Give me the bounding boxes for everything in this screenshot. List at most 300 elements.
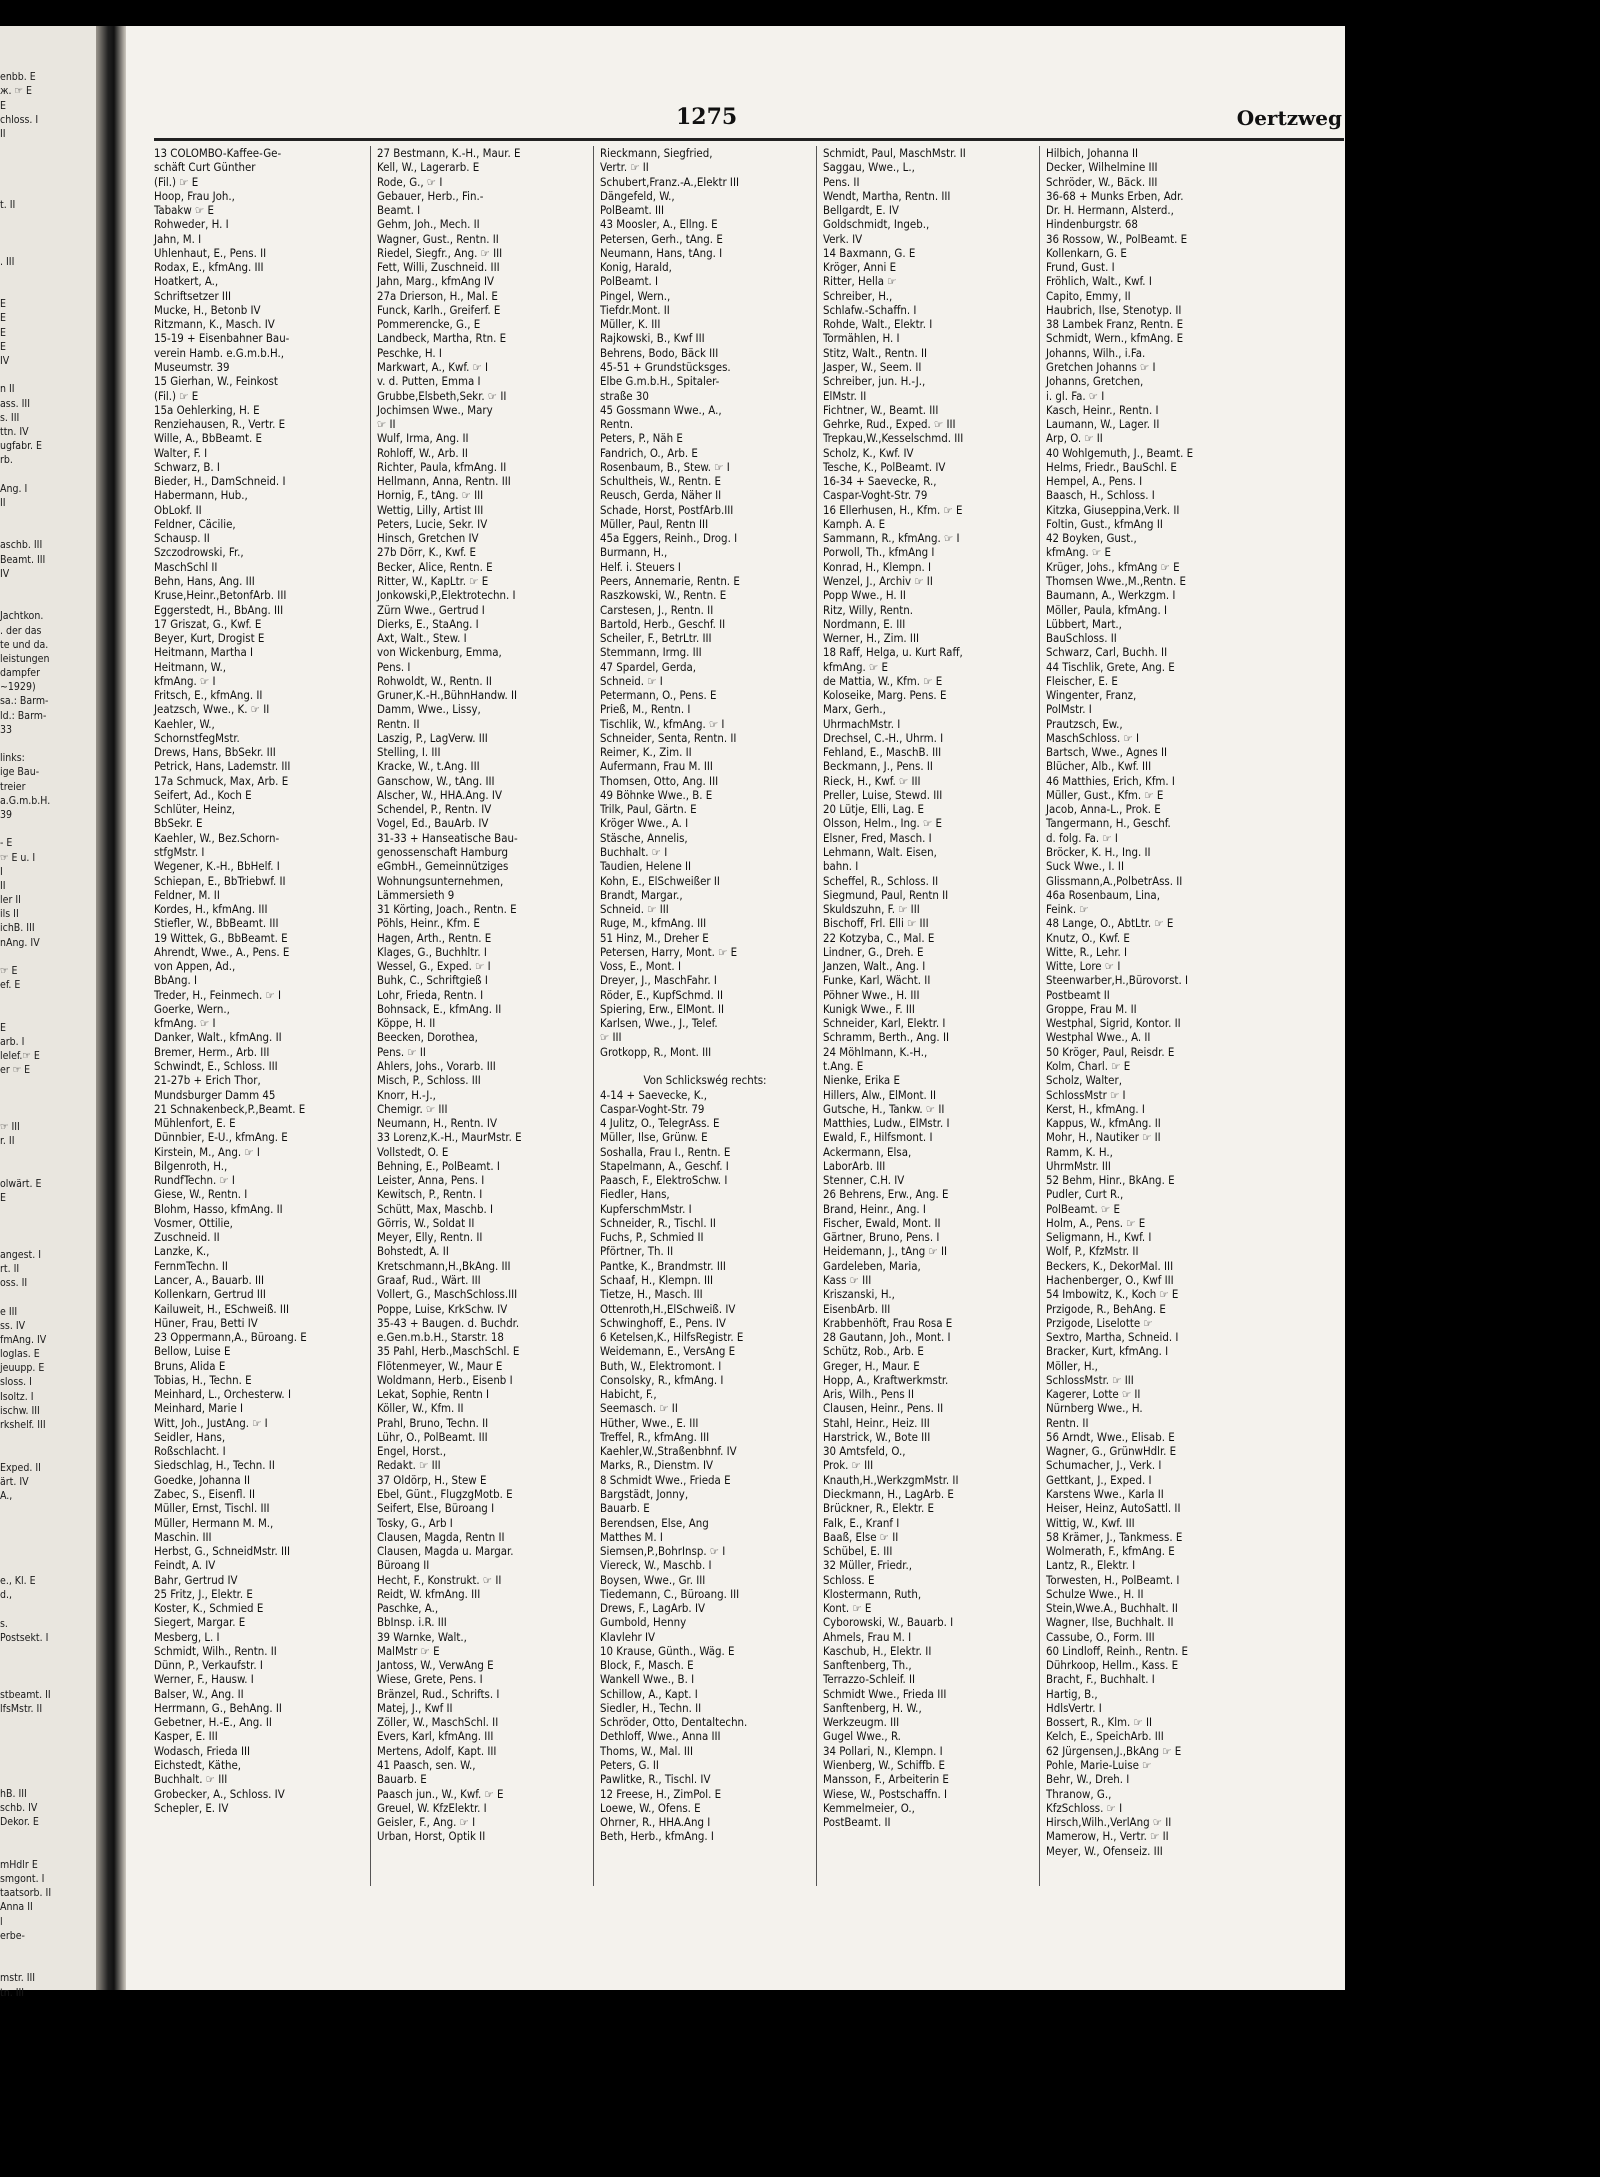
directory-entry-line: Pantke, K., Brandmstr. III: [600, 1258, 726, 1273]
directory-entry-line: Schloss. E: [823, 1572, 875, 1587]
directory-entry-line: Rieckmann, Siegfried,: [600, 146, 713, 160]
directory-entry-line: Vogel, Ed., BauArb. IV: [377, 816, 489, 831]
previous-page-line: er ☞ E: [0, 1064, 31, 1077]
previous-page-line: ler II: [0, 894, 21, 907]
previous-page-line: [0, 269, 92, 283]
directory-entry-line: Bruns, Alida E: [154, 1358, 226, 1373]
directory-entry-line: MalMstr ☞ E: [377, 1643, 440, 1658]
directory-entry-line: Frund, Gust. I: [1046, 260, 1115, 275]
directory-entry-line: Krüger, Johs., kfmAng ☞ E: [1046, 559, 1180, 574]
directory-entry-line: Fröhlich, Walt., Kwf. I: [1046, 274, 1152, 289]
directory-entry-line: ElMstr. II: [823, 388, 867, 403]
previous-page-line: [0, 1659, 92, 1673]
book-gutter: [96, 26, 126, 1990]
directory-entry-line: Scheiler, F., BetrLtr. III: [600, 631, 712, 646]
directory-entry-line: Schulze Wwe., H. II: [1046, 1586, 1144, 1601]
directory-entry-line: Ewald, F., Hilfsmont. I: [823, 1130, 933, 1145]
directory-entry-line: Geisler, F., Ang. ☞ I: [377, 1815, 476, 1830]
directory-entry-line: Drews, Hans, BbSekr. III: [154, 745, 276, 760]
directory-entry-line: Helms, Friedr., BauSchl. E: [1046, 459, 1177, 474]
previous-page-line: E: [0, 312, 6, 325]
directory-entry-line: Ahlers, Johs., Vorarb. III: [377, 1059, 496, 1073]
previous-page-line: [0, 226, 92, 240]
directory-entry-line: Tesche, K., PolBeamt. IV: [823, 459, 946, 474]
previous-page-line: Dekor. E: [0, 1816, 39, 1829]
directory-entry-line: Müller, Ilse, Grünw. E: [600, 1130, 708, 1145]
directory-entry-line: 34 Pollari, N., Klempn. I: [823, 1743, 943, 1758]
previous-page-line: [0, 1503, 92, 1517]
directory-entry-line: PolMstr. I: [1046, 702, 1092, 717]
directory-entry-line: Stapelmann, A., Geschf. I: [600, 1158, 729, 1173]
directory-entry-line: Brand, Heinr., Ang. I: [823, 1201, 926, 1216]
directory-entry-line: 46 Matthies, Erich, Kfm. I: [1046, 773, 1175, 788]
previous-page-line: [0, 170, 92, 184]
directory-entry-line: e.Gen.m.b.H., Starstr. 18: [377, 1330, 504, 1345]
previous-page-line: enbb. E: [0, 71, 36, 84]
previous-page-line: IV: [0, 354, 10, 367]
directory-entry-line: ObLokf. II: [154, 502, 202, 517]
directory-entry-line: Clausen, Magda, Rentn II: [377, 1529, 505, 1544]
column-4: [823, 146, 1033, 1829]
directory-entry-line: Werner, H., Zim. III: [823, 631, 919, 646]
directory-entry-line: KupferschmMstr. I: [600, 1201, 692, 1216]
directory-entry-line: Paasch jun., W., Kwf. ☞ E: [377, 1786, 504, 1801]
previous-page-line: dampfer: [0, 667, 41, 680]
directory-entry-line: Köller, W., Kfm. II: [377, 1401, 464, 1416]
directory-entry-line: Groppe, Frau M. II: [1046, 1001, 1137, 1016]
directory-entry-line: Ottenroth,H.,ElSchweiß. IV: [600, 1301, 736, 1316]
directory-entry-line: Pawlitke, R., Tischl. IV: [600, 1772, 711, 1787]
directory-entry-line: Wenzel, J., Archiv ☞ II: [823, 573, 933, 588]
directory-entry-line: Thranow, G.,: [1046, 1786, 1112, 1801]
directory-entry-line: UhrmachMstr. I: [823, 716, 901, 731]
directory-entry-line: Peters, Lucie, Sekr. IV: [377, 516, 488, 531]
directory-entry-line: Zabec, S., Eisenfl. II: [154, 1486, 255, 1501]
previous-page-line: loglas. E: [0, 1348, 40, 1361]
directory-entry-line: t.Ang. E: [823, 1059, 864, 1073]
directory-entry-line: Boysen, Wwe., Gr. III: [600, 1572, 706, 1587]
directory-entry-line: Pöhner Wwe., H. III: [823, 987, 920, 1002]
directory-entry-line: Klostermann, Ruth,: [823, 1586, 922, 1601]
previous-page-line: E: [0, 99, 6, 112]
directory-entry-line: von Appen, Ad.,: [154, 959, 236, 974]
directory-entry-line: Bischoff, Frl. Elli ☞ III: [823, 916, 929, 931]
directory-entry-line: Aufermann, Frau M. III: [600, 759, 713, 774]
previous-page-line: mstr. III: [0, 1972, 36, 1985]
directory-entry-line: Wessel, G., Exped. ☞ I: [377, 959, 491, 974]
directory-entry-line: Terrazzo-Schleif. II: [823, 1672, 916, 1687]
directory-entry-line: Lindner, G., Dreh. E: [823, 944, 924, 959]
directory-entry-line: Goldschmidt, Ingeb.,: [823, 217, 930, 232]
previous-page-line: erbe-: [0, 1929, 25, 1942]
directory-entry-line: Falk, E., Kranf I: [823, 1515, 900, 1530]
previous-page-line: s. III: [0, 411, 20, 424]
directory-entry-line: Mertens, Adolf, Kapt. III: [377, 1743, 497, 1758]
directory-entry-line: 27a Drierson, H., Mal. E: [377, 288, 498, 303]
directory-entry-line: Stitz, Walt., Rentn. II: [823, 345, 928, 360]
previous-page-line: [0, 1602, 92, 1616]
directory-entry-line: Ganschow, W., tAng. III: [377, 773, 495, 788]
previous-page-line: oss. II: [0, 1277, 28, 1290]
directory-entry-line: Clausen, Heinr., Pens. II: [823, 1401, 944, 1416]
previous-page-line: . III: [0, 255, 15, 268]
directory-entry-line: Gugel Wwe., R.: [823, 1729, 901, 1744]
directory-entry-line: Landbeck, Martha, Rtn. E: [377, 331, 507, 346]
directory-entry-line: Greger, H., Maur. E: [823, 1358, 920, 1373]
previous-page-line: [0, 1092, 92, 1106]
directory-entry-line: Hachenberger, O., Kwf III: [1046, 1272, 1174, 1287]
directory-entry-line: Greuel, W. KfzElektr. I: [377, 1800, 487, 1815]
directory-entry-line: Peters, P., Näh E: [600, 431, 683, 446]
directory-entry-line: Schultheis, W., Rentn. E: [600, 474, 721, 489]
directory-entry-line: 58 Krämer, J., Tankmess. E: [1046, 1529, 1183, 1544]
previous-page-line: nAng. IV: [0, 936, 40, 949]
directory-entry-line: Schwarz, B. I: [154, 459, 220, 474]
directory-entry-line: Witte, R., Lehr. I: [1046, 944, 1128, 959]
previous-page-line: schb. IV: [0, 1802, 38, 1815]
directory-entry-line: 35-43 + Baugen. d. Buchdr.: [377, 1315, 520, 1330]
directory-entry-line: Bellow, Luise E: [154, 1344, 231, 1359]
directory-entry-line: 20 Lütje, Elli, Lag. E: [823, 802, 924, 817]
directory-entry-line: Schlüter, Heinz,: [154, 802, 236, 817]
previous-page-line: ☞ III: [0, 1121, 20, 1134]
directory-entry-line: 27b Dörr, K., Kwf. E: [377, 545, 477, 560]
directory-entry-line: Kröger Wwe., A. I: [600, 816, 689, 831]
directory-entry-line: Rentn.: [600, 417, 634, 432]
previous-page-line: smgont. I: [0, 1873, 45, 1885]
previous-page-line: E: [0, 1021, 6, 1034]
previous-page-line: ☞ E u. I: [0, 851, 36, 864]
directory-entry-line: Ritzmann, K., Masch. IV: [154, 317, 275, 332]
directory-entry-line: Rentn. II: [1046, 1415, 1089, 1430]
directory-entry-line: 38 Lambek Franz, Rentn. E: [1046, 317, 1184, 332]
directory-entry-line: 31 Körting, Joach., Rentn. E: [377, 902, 517, 917]
directory-entry-line: Steenwarber,H.,Bürovorst. I: [1046, 973, 1188, 988]
directory-entry-line: Goerke, Wern.,: [154, 1001, 230, 1016]
directory-entry-line: Block, F., Masch. E: [600, 1658, 694, 1673]
previous-page-line: E: [0, 298, 6, 311]
previous-page-line: angest. I: [0, 1248, 41, 1261]
directory-entry-line: Gardeleben, Maria,: [823, 1258, 921, 1273]
column-2: [377, 146, 587, 1844]
directory-entry-line: Gutsche, H., Tankw. ☞ II: [823, 1101, 945, 1116]
directory-entry-line: Koster, K., Schmied E: [154, 1601, 264, 1616]
directory-entry-line: 22 Kotzyba, C., Mal. E: [823, 930, 935, 945]
directory-entry-line: Aris, Wilh., Pens II: [823, 1387, 914, 1402]
directory-entry-line: v. d. Putten, Emma I: [377, 374, 481, 389]
directory-entry-line: Kaehler,W.,Straßenbhnf. IV: [600, 1444, 737, 1459]
previous-page-line: [0, 737, 92, 751]
directory-entry-line: Tobias, H., Techn. E: [154, 1372, 252, 1387]
directory-entry-line: Maschin. III: [154, 1529, 212, 1544]
directory-entry-line: Hempel, A., Pens. I: [1046, 474, 1143, 489]
directory-entry-line: Jochimsen Wwe., Mary: [377, 402, 493, 417]
previous-page-line: s.: [0, 1617, 8, 1630]
directory-entry-line: Tischlik, W., kfmAng. ☞ I: [600, 716, 725, 731]
previous-page-line: arb. I: [0, 1035, 25, 1048]
previous-page-line: sloss. I: [0, 1376, 32, 1389]
directory-entry-line: Kohn, E., ElSchweißer II: [600, 873, 720, 888]
previous-page-line: Exped. II: [0, 1461, 41, 1474]
directory-entry-line: Decker, Wilhelmine III: [1046, 160, 1158, 175]
previous-page-line: Anna II: [0, 1901, 33, 1914]
directory-entry-line: Wiese, Grete, Pens. I: [377, 1672, 483, 1687]
previous-page-fragment: [0, 26, 108, 1999]
directory-entry-line: Drews, F., LagArb. IV: [600, 1601, 705, 1616]
directory-entry-line: Kappus, W., kfmAng. II: [1046, 1116, 1161, 1131]
directory-entry-line: Lohr, Frieda, Rentn. I: [377, 987, 484, 1002]
directory-entry-line: 60 Lindloff, Reinh., Rentn. E: [1046, 1643, 1188, 1658]
directory-entry-line: Lehmann, Walt. Eisen,: [823, 845, 937, 860]
directory-entry-line: Damm, Wwe., Lissy,: [377, 702, 481, 717]
directory-entry-line: Wagner, Ilse, Buchhalt. II: [1046, 1615, 1174, 1630]
previous-page-line: ж. ☞ E: [0, 85, 32, 98]
directory-entry-line: Meinhard, Marie I: [154, 1401, 244, 1416]
directory-entry-line: Sanftenberg, Th.,: [823, 1658, 912, 1673]
directory-entry-line: Uhlenhaut, E., Pens. II: [154, 245, 267, 260]
previous-page-line: chloss. I: [0, 113, 39, 126]
directory-entry-line: 17a Schmuck, Max, Arb. E: [154, 773, 289, 788]
directory-entry-line: Axt, Walt., Stew. I: [377, 631, 467, 646]
previous-page-line: a.G.m.b.H.: [0, 794, 51, 807]
directory-entry-line: Hecht, F., Konstrukt. ☞ II: [377, 1572, 502, 1587]
directory-entry-line: Hartig, B.,: [1046, 1686, 1098, 1701]
directory-entry-line: Heitmann, W.,: [154, 659, 226, 674]
directory-entry-line: Taudien, Helene II: [600, 859, 692, 874]
column-3: [600, 146, 810, 1844]
directory-entry-line: Kitzka, Giuseppina,Verk. II: [1046, 502, 1180, 517]
directory-entry-line: Witte, Lore ☞ I: [1046, 959, 1121, 974]
directory-entry-line: Fuchs, P., Schmied II: [600, 1230, 704, 1245]
directory-entry-line: Feink. ☞: [1046, 902, 1089, 917]
directory-entry-line: Schneid. ☞ III: [600, 902, 669, 917]
directory-entry-line: Gehrke, Rud., Exped. ☞ III: [823, 417, 956, 432]
directory-entry-line: genossenschaft Hamburg: [377, 845, 508, 860]
directory-entry-line: Helf. i. Steuers I: [600, 559, 681, 574]
directory-entry-line: Jahn, M. I: [154, 231, 202, 246]
directory-entry-line: kfmAng. ☞ I: [154, 673, 216, 688]
directory-entry-line: Rohweder, H. I: [154, 217, 229, 232]
directory-entry-line: Marks, R., Dienstm. IV: [600, 1458, 714, 1473]
directory-entry-line: Schwindt, E., Schloss. III: [154, 1059, 278, 1073]
directory-entry-line: Przigode, Liselotte ☞: [1046, 1315, 1153, 1330]
directory-entry-line: Wagner, G., GrünwHdlr. E: [1046, 1444, 1177, 1459]
directory-entry-line: stfgMstr. I: [154, 845, 205, 860]
directory-entry-line: Funke, Karl, Wächt. II: [823, 973, 931, 988]
directory-entry-line: Prieß, M., Rentn. I: [600, 702, 691, 717]
directory-entry-line: de Mattia, W., Kfm. ☞ E: [823, 673, 943, 688]
directory-entry-line: Zuschneid. II: [154, 1230, 220, 1245]
previous-page-line: olwärt. E: [0, 1177, 42, 1190]
directory-entry-line: Lancer, A., Bauarb. III: [154, 1272, 265, 1287]
directory-entry-line: Bracker, Kurt, kfmAng. I: [1046, 1344, 1169, 1359]
directory-entry-line: Feldner, Cäcilie,: [154, 516, 236, 531]
directory-entry-line: Woldmann, Herb., Eisenb I: [377, 1372, 513, 1387]
directory-entry-line: Bränzel, Rud., Schrifts. I: [377, 1686, 500, 1701]
directory-entry-line: Siemsen,P.,BohrInsp. ☞ I: [600, 1544, 726, 1559]
directory-entry-line: Ritz, Willy, Rentn.: [823, 602, 914, 617]
directory-entry-line: Wienberg, W., Schiffb. E: [823, 1758, 945, 1773]
previous-page-line: [0, 1773, 92, 1787]
previous-page-line: [0, 1290, 92, 1304]
running-head: Oertzweg: [1236, 106, 1342, 130]
previous-page-line: ss. IV: [0, 1319, 26, 1332]
directory-entry-line: von Wickenburg, Emma,: [377, 645, 502, 660]
directory-entry-line: Museumstr. 39: [154, 359, 230, 374]
previous-page-line: [0, 595, 92, 609]
directory-entry-line: BbInsp. i.R. III: [377, 1615, 447, 1630]
previous-page-line: t. II: [0, 198, 16, 211]
directory-entry-line: 28 Gautann, Joh., Mont. I: [823, 1330, 951, 1345]
directory-entry-line: Gebetner, H.-E., Ang. II: [154, 1715, 272, 1730]
directory-entry-line: Ruge, M., kfmAng. III: [600, 916, 707, 931]
directory-entry-line: Hopp, A., Kraftwerkmstr.: [823, 1372, 949, 1387]
directory-entry-line: Nürnberg Wwe., H.: [1046, 1401, 1143, 1416]
directory-entry-line: schäft Curt Günther: [154, 160, 256, 175]
directory-entry-line: Dreyer, J., MaschFahr. I: [600, 973, 717, 988]
directory-entry-line: Markwart, A., Kwf. ☞ I: [377, 359, 489, 374]
directory-entry-line: Peschke, H. I: [377, 345, 442, 360]
previous-page-line: [0, 1148, 92, 1162]
previous-page-line: ischw. III: [0, 1404, 40, 1417]
previous-page-line: II: [0, 879, 6, 892]
directory-entry-line: Pohle, Marie-Luise ☞: [1046, 1758, 1152, 1773]
directory-entry-line: Ramm, K. H.,: [1046, 1144, 1113, 1159]
directory-entry-line: Engel, Horst.,: [377, 1444, 447, 1459]
directory-entry-line: Kruse,Heinr.,BetonfArb. III: [154, 588, 287, 603]
directory-entry-line: Vollstedt, O. E: [377, 1144, 449, 1159]
directory-entry-line: Schütz, Rob., Arb. E: [823, 1344, 924, 1359]
previous-page-line: [0, 184, 92, 198]
directory-entry-line: Capito, Emmy, II: [1046, 288, 1131, 303]
directory-entry-line: Buhk, C., Schriftgieß I: [377, 973, 488, 988]
directory-entry-line: PostBeamt. II: [823, 1815, 891, 1830]
directory-entry-line: 16-34 + Saevecke, R.,: [823, 474, 937, 489]
directory-entry-line: Tabakw ☞ E: [154, 203, 214, 218]
directory-entry-line: Saggau, Wwe., L.,: [823, 160, 915, 175]
directory-entry-line: 4-14 + Saevecke, K.,: [600, 1087, 708, 1102]
directory-entry-line: Berendsen, Else, Ang: [600, 1515, 709, 1530]
directory-entry-line: Prautzsch, Ew.,: [1046, 716, 1123, 731]
directory-entry-line: Bilgenroth, H.,: [154, 1158, 228, 1173]
directory-entry-line: 4 Julitz, O., TelegrAss. E: [600, 1116, 720, 1131]
directory-entry-line: Wendt, Martha, Rentn. III: [823, 188, 951, 203]
previous-page-line: l: [0, 1915, 3, 1928]
directory-entry-line: Poppe, Luise, KrkSchw. IV: [377, 1301, 508, 1316]
directory-entry-line: Peers, Annemarie, Rentn. E: [600, 573, 740, 588]
directory-entry-line: Roßschlacht. I: [154, 1444, 226, 1459]
directory-entry-line: 50 Kröger, Paul, Reisdr. E: [1046, 1044, 1175, 1059]
directory-entry-line: Tangermann, H., Geschf.: [1046, 816, 1171, 831]
directory-entry-line: Schaaf, H., Klempn. III: [600, 1272, 714, 1287]
directory-entry-line: Kerst, H., kfmAng. I: [1046, 1101, 1145, 1116]
directory-entry-line: straße 30: [600, 388, 649, 403]
directory-entry-line: Dängefeld, W.,: [600, 188, 675, 203]
directory-entry-line: Kasper, E. III: [154, 1729, 218, 1744]
directory-entry-line: Tietze, H., Masch. III: [600, 1287, 703, 1302]
directory-entry-line: 16 Ellerhusen, H., Kfm. ☞ E: [823, 502, 963, 517]
directory-entry-line: 25 Fritz, J., Elektr. E: [154, 1586, 253, 1601]
directory-entry-line: Fleischer, E. E: [1046, 673, 1118, 688]
directory-entry-line: Tormählen, H. I: [823, 331, 900, 346]
previous-page-line: ass. III: [0, 397, 30, 410]
directory-entry-line: Misch, P., Schloss. III: [377, 1073, 481, 1088]
directory-entry-line: Von Schlickswég rechts:: [643, 1073, 767, 1088]
directory-entry-line: Petersen, Harry, Mont. ☞ E: [600, 944, 738, 959]
directory-entry-line: 35 Pahl, Herb.,MaschSchl. E: [377, 1344, 520, 1359]
directory-entry-line: Ohrner, R., HHA.Ang I: [600, 1815, 711, 1830]
directory-entry-line: Przigode, R., BehAng. E: [1046, 1301, 1166, 1316]
directory-entry-line: Trepkau,W.,Kesselschmd. III: [823, 431, 964, 446]
directory-entry-line: Ahrendt, Wwe., A., Pens. E: [154, 944, 290, 959]
directory-entry-line: 54 Imbowitz, K., Koch ☞ E: [1046, 1287, 1179, 1302]
directory-entry-line: Schausp. II: [154, 531, 210, 546]
directory-entry-line: Kaehler, W.,: [154, 716, 215, 731]
directory-entry-line: BbSekr. E: [154, 816, 203, 831]
directory-entry-line: Dr. H. Hermann, Alsterd.,: [1046, 203, 1174, 218]
directory-entry-line: 44 Tischlik, Grete, Ang. E: [1046, 659, 1175, 674]
directory-entry-line: Kemmelmeier, O.,: [823, 1800, 915, 1815]
directory-entry-line: Renziehausen, R., Vertr. E: [154, 417, 286, 432]
directory-entry-line: Mühlenfort, E. E: [154, 1116, 236, 1131]
previous-page-line: Beamt. III: [0, 553, 46, 566]
directory-entry-line: Verk. IV: [823, 231, 863, 246]
previous-page-line: [0, 581, 92, 595]
directory-entry-line: Vollert, G., MaschSchloss.III: [377, 1287, 518, 1302]
directory-entry-line: Rosenbaum, B., Stew. ☞ I: [600, 459, 730, 474]
directory-entry-line: Postbeamt II: [1046, 987, 1110, 1002]
directory-entry-line: Knutz, O., Kwf. E: [1046, 930, 1130, 945]
directory-entry-line: Beckmann, J., Pens. II: [823, 759, 933, 774]
directory-entry-line: Witt, Joh., JustAng. ☞ I: [154, 1415, 268, 1430]
column-divider: [1039, 146, 1040, 1886]
directory-entry-line: Thomsen Wwe.,M.,Rentn. E: [1046, 573, 1186, 588]
directory-entry-line: Karstens Wwe., Karla II: [1046, 1486, 1164, 1501]
previous-page-line: A.,: [0, 1489, 13, 1502]
directory-entry-line: SchlossMstr ☞ I: [1046, 1087, 1126, 1102]
directory-entry-line: Bieder, H., DamSchneid. I: [154, 474, 286, 489]
directory-entry-line: Bröcker, K. H., Ing. II: [1046, 845, 1151, 860]
directory-entry-line: Olsson, Helm., Ing. ☞ E: [823, 816, 942, 831]
directory-entry-line: Knorr, H.-J.,: [377, 1087, 436, 1102]
directory-entry-line: eGmbH., Gemeinnütziges: [377, 859, 509, 874]
previous-page-line: links:: [0, 752, 25, 765]
directory-entry-line: Chemigr. ☞ III: [377, 1101, 448, 1116]
directory-entry-line: Kont. ☞ E: [823, 1601, 872, 1616]
directory-entry-line: Hilbich, Johanna II: [1046, 146, 1139, 160]
directory-entry-line: Paasch, F., ElektroSchw. I: [600, 1173, 728, 1188]
directory-entry-line: Haubrich, Ilse, Stenotyp. II: [1046, 302, 1182, 317]
directory-entry-line: Gehm, Joh., Mech. II: [377, 217, 480, 232]
directory-entry-line: Rode, G., ☞ I: [377, 174, 443, 189]
directory-entry-line: Hornig, F., tAng. ☞ III: [377, 488, 484, 503]
directory-entry-line: Schubert,Franz.-A.,Elektr III: [600, 174, 739, 189]
directory-entry-line: Seifert, Else, Büroang I: [377, 1501, 495, 1516]
directory-entry-line: Buchhalt. ☞ III: [154, 1772, 228, 1787]
directory-entry-line: Jahn, Marg., kfmAng IV: [377, 274, 495, 289]
directory-entry-line: Müller, Hermann M. M.,: [154, 1515, 274, 1530]
directory-entry-line: Rajkowski, B., Kwf III: [600, 331, 705, 346]
directory-entry-line: Hirsch,Wilh.,VerlAng ☞ II: [1046, 1815, 1172, 1830]
directory-entry-line: Elbe G.m.b.H., Spitaler-: [600, 374, 720, 389]
directory-entry-line: Schade, Horst, PostfArb.III: [600, 502, 734, 517]
previous-page-line: [0, 56, 92, 70]
previous-page-line: Ang. I: [0, 482, 28, 495]
directory-entry-line: 56 Arndt, Wwe., Elisab. E: [1046, 1429, 1175, 1444]
previous-page-line: E: [0, 326, 6, 339]
directory-entry-line: Wiese, W., Postschaffn. I: [823, 1786, 948, 1801]
directory-entry-line: Matthes M. I: [600, 1529, 663, 1544]
